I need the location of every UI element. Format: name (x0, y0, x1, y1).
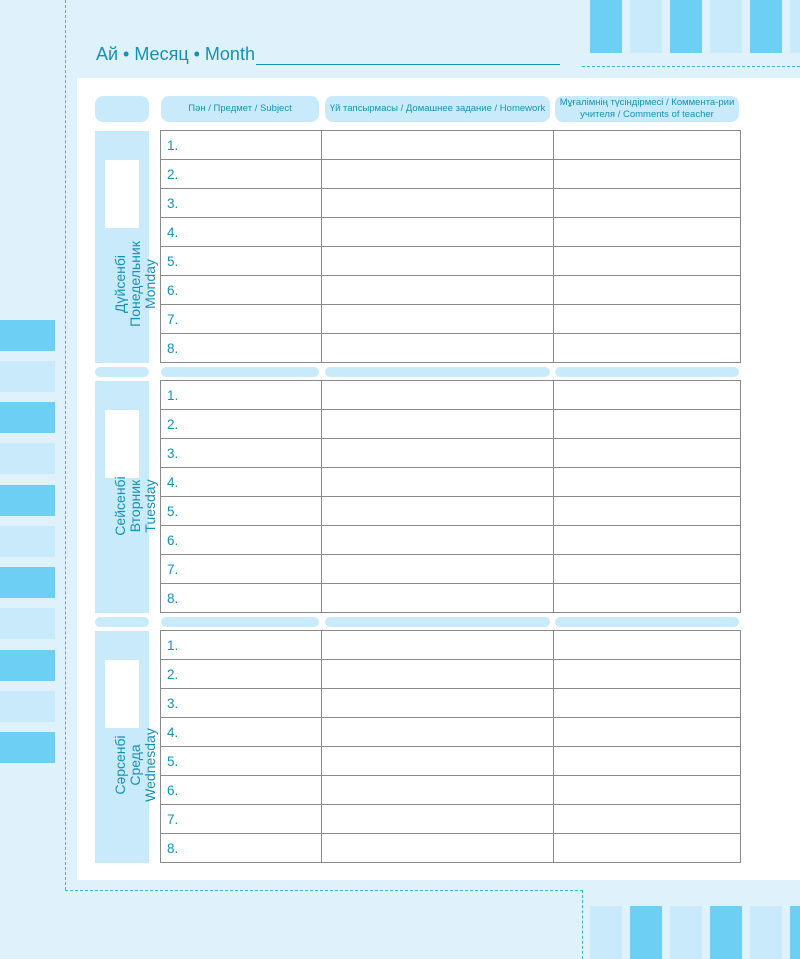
table-row (161, 276, 741, 305)
table-row (161, 718, 741, 747)
row-number: 8. (161, 834, 322, 863)
column-header-comments: Мұғалімнің түсіндірмесі / Коммента-рии учителя / Comments of teacher (555, 96, 739, 122)
comment-cell[interactable] (554, 410, 741, 439)
row-number: 6. (161, 276, 322, 305)
comment-cell[interactable] (554, 660, 741, 689)
row-number: 3. (161, 689, 322, 718)
header-corner-pill (95, 96, 149, 122)
section-separator (325, 367, 550, 377)
decor-stripe (0, 361, 55, 392)
comment-cell[interactable] (554, 747, 741, 776)
homework-cell[interactable] (322, 718, 554, 747)
comment-cell[interactable] (554, 189, 741, 218)
row-number: 8. (161, 334, 322, 363)
row-number: 5. (161, 497, 322, 526)
decor-stripe (0, 443, 55, 474)
day-name-monday: Дүйсенбі Понедельник Monday (112, 241, 158, 327)
homework-cell[interactable] (322, 689, 554, 718)
section-separator (95, 367, 149, 377)
row-number: 1. (161, 631, 322, 660)
comment-cell[interactable] (554, 526, 741, 555)
homework-cell[interactable] (322, 410, 554, 439)
homework-cell[interactable] (322, 776, 554, 805)
homework-cell[interactable] (322, 631, 554, 660)
table-row (161, 660, 741, 689)
decor-stripe (0, 650, 55, 681)
section-separator (161, 367, 319, 377)
comment-cell[interactable] (554, 468, 741, 497)
decor-stripe (670, 0, 702, 53)
dashed-border-right-bottom (582, 890, 583, 959)
decor-stripe (630, 906, 662, 959)
dashed-border-top (582, 66, 800, 67)
homework-cell[interactable] (322, 526, 554, 555)
row-number: 4. (161, 468, 322, 497)
decor-stripe (0, 402, 55, 433)
date-box-monday[interactable] (105, 160, 139, 228)
comment-cell[interactable] (554, 718, 741, 747)
homework-cell[interactable] (322, 131, 554, 160)
comment-cell[interactable] (554, 218, 741, 247)
row-number: 1. (161, 381, 322, 410)
comment-cell[interactable] (554, 131, 741, 160)
decor-stripe (0, 691, 55, 722)
table-row (161, 381, 741, 410)
decor-stripe (0, 608, 55, 639)
homework-cell[interactable] (322, 381, 554, 410)
table-row (161, 776, 741, 805)
homework-cell[interactable] (322, 834, 554, 863)
day-name-wednesday: Сәрсенбі Среда Wednesday (112, 728, 158, 802)
row-number: 6. (161, 526, 322, 555)
dashed-border-bottom (65, 890, 583, 891)
homework-cell[interactable] (322, 334, 554, 363)
homework-cell[interactable] (322, 218, 554, 247)
homework-cell[interactable] (322, 747, 554, 776)
section-separator (95, 617, 149, 627)
row-number: 2. (161, 160, 322, 189)
row-number: 3. (161, 439, 322, 468)
comment-cell[interactable] (554, 160, 741, 189)
comment-cell[interactable] (554, 276, 741, 305)
comment-cell[interactable] (554, 497, 741, 526)
comment-cell[interactable] (554, 334, 741, 363)
decor-stripe (0, 567, 55, 598)
table-row (161, 689, 741, 718)
table-row (161, 584, 741, 613)
schedule-table-monday (160, 130, 741, 363)
table-row (161, 131, 741, 160)
row-number: 2. (161, 410, 322, 439)
table-row (161, 334, 741, 363)
decor-stripe (590, 0, 622, 53)
table-row (161, 305, 741, 334)
row-number: 6. (161, 776, 322, 805)
row-number: 7. (161, 555, 322, 584)
row-number: 1. (161, 131, 322, 160)
homework-cell[interactable] (322, 660, 554, 689)
comment-cell[interactable] (554, 439, 741, 468)
decor-stripe (710, 0, 742, 53)
comment-cell[interactable] (554, 776, 741, 805)
row-number: 7. (161, 305, 322, 334)
table-row (161, 834, 741, 863)
decor-stripe (0, 320, 55, 351)
table-row (161, 526, 741, 555)
table-row (161, 497, 741, 526)
table-row (161, 189, 741, 218)
comment-cell[interactable] (554, 689, 741, 718)
homework-cell[interactable] (322, 305, 554, 334)
column-header-subject: Пән / Предмет / Subject (161, 96, 319, 122)
row-number: 8. (161, 584, 322, 613)
homework-cell[interactable] (322, 555, 554, 584)
homework-cell[interactable] (322, 584, 554, 613)
homework-cell[interactable] (322, 247, 554, 276)
table-row (161, 218, 741, 247)
decor-stripe (590, 906, 622, 959)
row-number: 5. (161, 247, 322, 276)
homework-cell[interactable] (322, 276, 554, 305)
table-row (161, 439, 741, 468)
schedule-table-wednesday (160, 630, 741, 863)
decor-stripe (710, 906, 742, 959)
table-row (161, 410, 741, 439)
section-separator (555, 367, 739, 377)
decor-stripe (630, 0, 662, 53)
row-number: 5. (161, 747, 322, 776)
table-row (161, 631, 741, 660)
bottom-tab-background (65, 880, 583, 959)
table-row (161, 747, 741, 776)
comment-cell[interactable] (554, 584, 741, 613)
section-separator (161, 617, 319, 627)
homework-cell[interactable] (322, 189, 554, 218)
column-header-homework: Үй тапсырмасы / Домашнее задание / Homework (325, 96, 550, 122)
decor-stripe (670, 906, 702, 959)
decor-stripe (0, 485, 55, 516)
comment-cell[interactable] (554, 305, 741, 334)
comment-cell[interactable] (554, 555, 741, 584)
comment-cell[interactable] (554, 381, 741, 410)
decor-stripe (790, 0, 800, 53)
homework-cell[interactable] (322, 160, 554, 189)
homework-cell[interactable] (322, 497, 554, 526)
row-number: 4. (161, 718, 322, 747)
row-number: 4. (161, 218, 322, 247)
table-row (161, 160, 741, 189)
dashed-border-left (65, 0, 66, 890)
schedule-table-tuesday (160, 380, 741, 613)
decor-stripe (0, 732, 55, 763)
section-separator (555, 617, 739, 627)
decor-stripe (790, 906, 800, 959)
comment-cell[interactable] (554, 247, 741, 276)
table-row (161, 555, 741, 584)
month-input-line[interactable] (256, 64, 560, 65)
comment-cell[interactable] (554, 805, 741, 834)
comment-cell[interactable] (554, 631, 741, 660)
homework-cell[interactable] (322, 805, 554, 834)
section-separator (325, 617, 550, 627)
decor-stripe (750, 0, 782, 53)
homework-cell[interactable] (322, 468, 554, 497)
day-name-tuesday: Сейсенбі Вторник Tuesday (112, 476, 158, 536)
month-title: Ай • Месяц • Month (96, 44, 255, 64)
homework-cell[interactable] (322, 439, 554, 468)
top-tab-background (65, 0, 583, 78)
row-number: 2. (161, 660, 322, 689)
table-row (161, 247, 741, 276)
table-row (161, 805, 741, 834)
decor-stripe (750, 906, 782, 959)
row-number: 7. (161, 805, 322, 834)
decor-stripe (0, 526, 55, 557)
comment-cell[interactable] (554, 834, 741, 863)
table-row (161, 468, 741, 497)
row-number: 3. (161, 189, 322, 218)
